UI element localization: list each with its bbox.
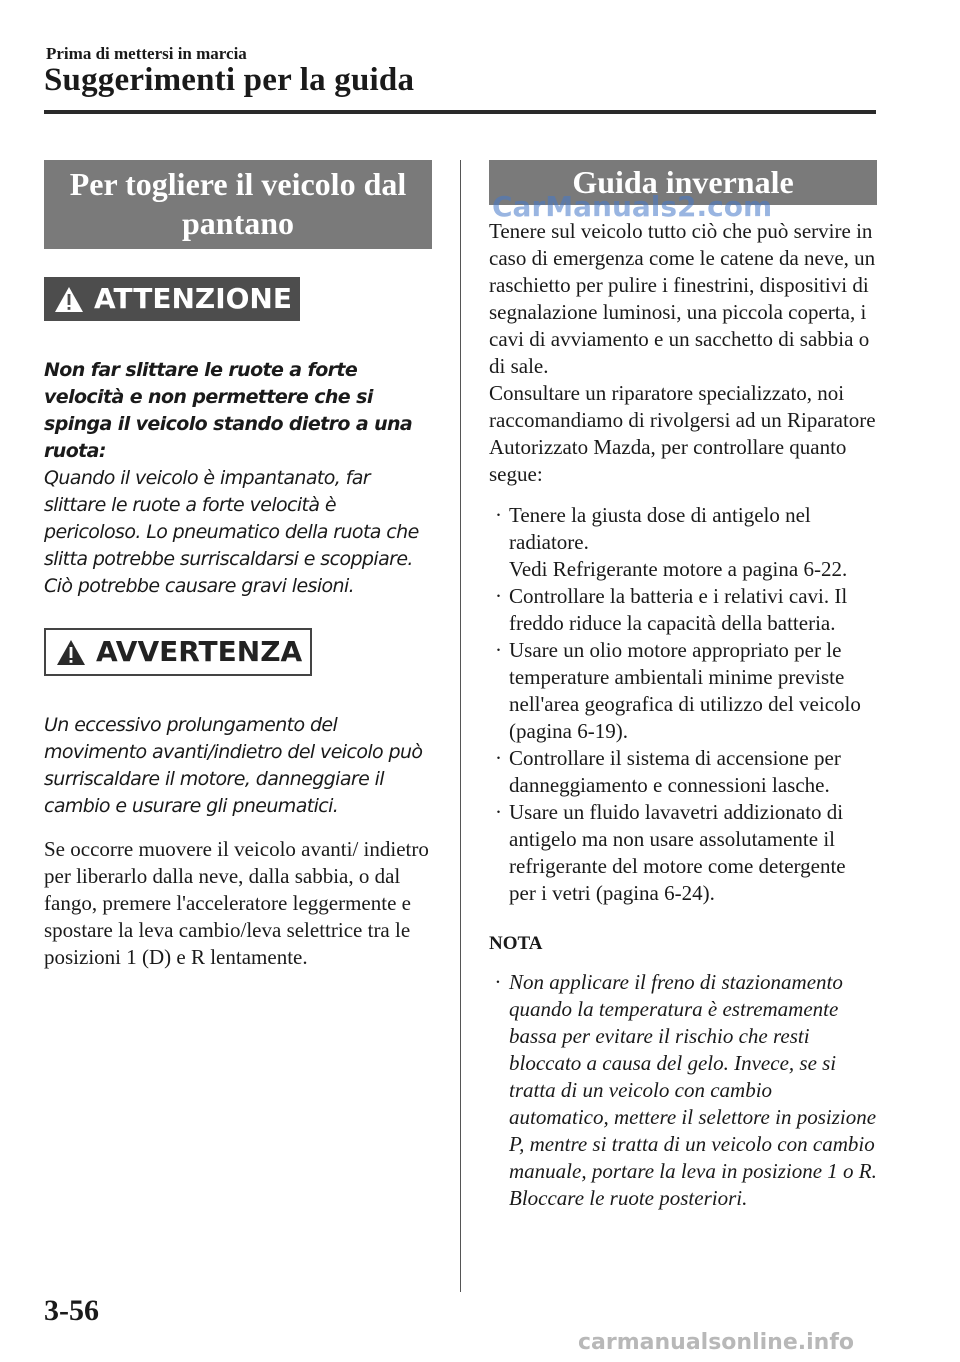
title-rule bbox=[44, 110, 876, 114]
warning-triangle-icon bbox=[54, 286, 84, 313]
winter-section-heading: Guida invernale bbox=[489, 160, 877, 205]
page-title: Suggerimenti per la guida bbox=[44, 62, 415, 98]
warning-block bbox=[44, 357, 432, 600]
winter-checklist bbox=[489, 502, 877, 907]
list-item: · Usare un olio motore appropriato per le temperature ambientali minime previste nell'area geografica di utilizzo del veicolo (pagina 6-19). bbox=[495, 638, 861, 743]
winter-intro bbox=[489, 218, 877, 488]
list-item: · Tenere la giusta dose di antigelo nel radiatore. Vedi Refrigerante motore a pagina 6-22. bbox=[495, 503, 848, 581]
page-number: 3-56 bbox=[44, 1294, 99, 1327]
caution-block bbox=[44, 712, 432, 820]
watermark-top: CarManuals2.com bbox=[492, 190, 773, 223]
warning-label bbox=[44, 277, 300, 321]
mud-body-text: Se occorre muovere il veicolo avanti/ indietro per liberarlo dalla neve, dalla sabbia, o dal fango, premere l'acceleratore leggermente e spostare la leva cambio/leva selettrice tra le posizioni 1 (D) e R lentamente. bbox=[44, 837, 429, 969]
column-divider bbox=[460, 160, 461, 1292]
warning-text: Quando il veicolo è impantanato, far slittare le ruote a forte velocità è pericoloso. Lo pneumatico della ruota che slitta potrebbe surriscaldarsi e scoppiare. Ciò potrebbe causare gravi lesioni. bbox=[44, 467, 419, 597]
nota-label: NOTA bbox=[489, 933, 543, 954]
caution-label bbox=[44, 628, 312, 676]
list-item: · Usare un fluido lavavetri addizionato di antigelo ma non usare assolutamente il refrigerante del motore come detergente per i vetri (pagina 6-24). bbox=[495, 800, 846, 905]
watermark-bottom: carmanualsonline.info bbox=[578, 1330, 854, 1355]
mud-body bbox=[44, 836, 432, 971]
right-column bbox=[489, 160, 877, 1212]
mud-section-heading: Per togliere il veicolo dal pantano bbox=[44, 160, 432, 249]
caution-label-text: AVVERTENZA bbox=[96, 635, 303, 668]
left-column bbox=[44, 160, 432, 971]
warning-label-text: ATTENZIONE bbox=[94, 282, 292, 315]
nota-list bbox=[489, 969, 877, 1212]
section-label: Prima di mettersi in marcia bbox=[46, 44, 247, 63]
list-item: · Controllare la batteria e i relativi cavi. Il freddo riduce la capacità della batteria. bbox=[495, 584, 848, 635]
winter-intro-text-2: Consultare un riparatore specializzato, noi raccomandiamo di rivolgersi ad un Riparatore Autorizzato Mazda, per controllare quanto segue: bbox=[489, 381, 876, 486]
warning-bold-text: Non far slittare le ruote a forte velocità e non permettere che si spinga il veicolo stando dietro a una ruota: bbox=[44, 359, 413, 462]
winter-intro-text-1: Tenere sul veicolo tutto ciò che può servire in caso di emergenza come le catene da neve, un raschietto per pulire i finestrini, dispositivi di segnalazione luminosi, una piccola coperta, i cavi di avviamento e un sacchetto di sabbia o di sale. bbox=[489, 219, 876, 378]
caution-triangle-icon bbox=[56, 639, 86, 666]
caution-text: Un eccessivo prolungamento del movimento avanti/indietro del veicolo può surriscaldare il motore, danneggiare il cambio e usurare gli pneumatici. bbox=[44, 714, 423, 817]
list-item: · Controllare il sistema di accensione per danneggiamento e connessioni lasche. bbox=[495, 746, 841, 797]
list-item: · Non applicare il freno di stazionamento quando la temperatura è estremamente bassa per evitare il rischio che resti bloccato a causa del gelo. Invece, se si tratta di un veicolo con cambio automatico, mettere il selettore in posizione P, mentre si tratta di un veicolo con cambio manuale, portare la leva in posizione 1 o R. Bloccare le ruote posteriori. bbox=[495, 970, 877, 1210]
